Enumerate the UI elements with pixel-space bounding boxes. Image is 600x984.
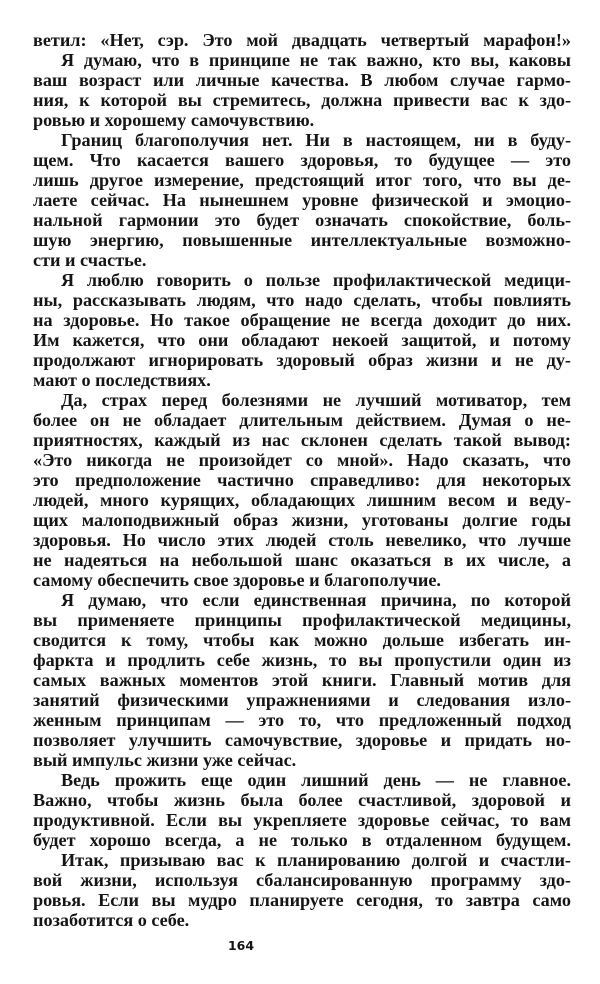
text-line: Да, страх перед болезнями не лучший мотиватор, тем [61,390,571,410]
text-line: сводится к тому, чтобы как можно дольше избегать ин- [33,630,571,650]
book-page-text [33,30,571,930]
text-line: Ведь прожить еще один лишний день — не главное. [61,770,571,790]
text-line: занятий физическими упражнениями и следования изло- [33,690,571,710]
page-number: 164 [227,938,255,953]
text-line: щих малоподвижный образ жизни, уготованы долгие годы [33,510,571,530]
text-line: позволяет улучшить самочувствие, здоровье и придать но- [33,730,571,750]
text-line: Я думаю, что если единственная причина, по которой [61,590,571,610]
text-line: на здоровье. Но такое обращение не всегда доходит до них. [33,310,571,330]
text-line: самому обеспечить свое здоровье и благополучие. [33,570,441,590]
text-line: ваш возраст или личные качества. В любом случае гармо- [33,70,571,90]
text-line: вый импульс жизни уже сейчас. [33,750,297,770]
text-line: женным принципам — это то, что предложенный подход [33,710,571,730]
text-line: «Это никогда не произойдет со мной». Надо сказать, что [33,450,571,470]
text-line: лишь другое измерение, предстоящий итог того, что вы де- [33,170,571,190]
text-line: продуктивной. Если вы укрепляете здоровье сейчас, то вам [33,810,571,830]
paragraph [33,390,571,590]
text-line: шую энергию, повышенные интеллектуальные возможно- [33,230,571,250]
text-line: более он не обладает длительным действием. Думая о не- [33,410,571,430]
text-line: ны, рассказывать людям, что надо сделать, чтобы повлиять [33,290,571,310]
paragraph [33,30,571,50]
text-line: вой жизни, используя сбалансированную программу здо- [33,870,571,890]
paragraph [33,130,571,270]
text-line: самых важных моментов этой книги. Главный мотив для [33,670,571,690]
paragraph [33,50,571,130]
text-line: Границ благополучия нет. Ни в настоящем, ни в буду- [61,130,571,150]
text-line: Итак, призываю вас к планированию долгой и счастли- [61,850,571,870]
text-line: приятностях, каждый из нас склонен сделать такой вывод: [33,430,571,450]
paragraph [33,270,571,390]
text-line: Я думаю, что в принципе не так важно, кто вы, каковы [61,50,571,70]
paragraph [33,770,571,850]
text-line: сти и счастье. [33,250,147,270]
text-line: вы применяете принципы профилактической медицины, [33,610,571,630]
text-line: позаботится о себе. [33,910,190,930]
text-line: Им кажется, что они обладают некоей защитой, и потому [33,330,571,350]
text-line: мают о последствиях. [33,370,211,390]
text-line: ветил: «Нет, сэр. Это мой двадцать четвертый марафон!» [33,30,571,50]
text-line: людей, много курящих, обладающих лишним весом и веду- [33,490,571,510]
text-line: ровью и хорошему самочувствию. [33,110,315,130]
text-line: Важно, чтобы жизнь была более счастливой, здоровой и [33,790,571,810]
text-line: ния, к которой вы стремитесь, должна привести вас к здо- [33,90,571,110]
text-line: будет хорошо всегда, а не только в отдаленном будущем. [33,830,571,850]
text-line: здоровья. Но число этих людей столь невелико, что лучше [33,530,571,550]
text-line: ровья. Если вы мудро планируете сегодня, то завтра само [33,890,571,910]
paragraph [33,590,571,770]
paragraph [33,850,571,930]
text-line: щем. Что касается вашего здоровья, то будущее — это [33,150,571,170]
text-line: фаркта и продлить себе жизнь, то вы пропустили один из [33,650,571,670]
text-line: не надеяться на небольшой шанс оказаться в их числе, а [33,550,571,570]
text-line: лаете сейчас. На нынешнем уровне физической и эмоцио- [33,190,571,210]
text-line: Я люблю говорить о пользе профилактической медици- [61,270,571,290]
text-line: продолжают игнорировать здоровый образ жизни и не ду- [33,350,571,370]
text-line: нальной гармонии это будет означать спокойствие, боль- [33,210,571,230]
text-line: это предположение частично справедливо: для некоторых [33,470,571,490]
